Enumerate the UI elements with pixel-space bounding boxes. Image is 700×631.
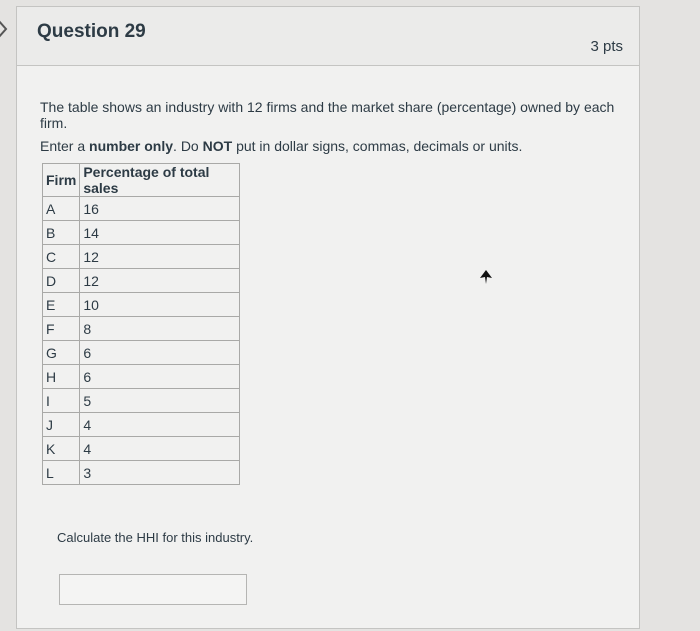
table-row: [43, 341, 240, 365]
firm-cell: J: [43, 413, 80, 437]
question-prompt: The table shows an industry with 12 firms and the market share (percentage) owned by each firm.: [40, 99, 615, 131]
percentage-cell: 4: [80, 413, 240, 437]
table-row: [43, 317, 240, 341]
collapse-arrow-icon[interactable]: [0, 18, 10, 40]
table-row: [43, 221, 240, 245]
percentage-cell: 14: [80, 221, 240, 245]
table-row: [43, 197, 240, 221]
firm-cell: C: [43, 245, 80, 269]
percentage-cell: 16: [80, 197, 240, 221]
percentage-cell: 4: [80, 437, 240, 461]
question-card: [16, 6, 640, 629]
firm-cell: H: [43, 365, 80, 389]
percentage-cell: 8: [80, 317, 240, 341]
market-share-table: [42, 163, 240, 485]
firm-cell: D: [43, 269, 80, 293]
table-row: [43, 269, 240, 293]
answer-input[interactable]: [59, 574, 247, 605]
firm-cell: L: [43, 461, 80, 485]
firm-cell: G: [43, 341, 80, 365]
table-header-row: [43, 164, 240, 197]
percentage-cell: 6: [80, 341, 240, 365]
percentage-cell: 5: [80, 389, 240, 413]
firm-cell: E: [43, 293, 80, 317]
table-row: [43, 293, 240, 317]
percentage-cell: 12: [80, 269, 240, 293]
question-points: 3 pts: [590, 38, 623, 55]
table-row: [43, 461, 240, 485]
firm-cell: K: [43, 437, 80, 461]
table-row: [43, 413, 240, 437]
percentage-cell: 12: [80, 245, 240, 269]
percentage-cell: 6: [80, 365, 240, 389]
table-row: [43, 245, 240, 269]
firm-cell: F: [43, 317, 80, 341]
mouse-cursor-icon: [480, 270, 492, 284]
question-title: Question 29: [37, 21, 146, 42]
table-row: [43, 365, 240, 389]
firm-cell: I: [43, 389, 80, 413]
question-header: [17, 7, 639, 66]
column-header-percentage: Percentage of total sales: [80, 164, 240, 197]
percentage-cell: 10: [80, 293, 240, 317]
table-row: [43, 389, 240, 413]
instructions: Enter a number only. Do NOT put in dollar signs, commas, decimals or units.: [40, 138, 523, 154]
table-row: [43, 437, 240, 461]
column-header-firm: Firm: [43, 164, 80, 197]
calculation-prompt: Calculate the HHI for this industry.: [57, 530, 254, 545]
firm-cell: A: [43, 197, 80, 221]
percentage-cell: 3: [80, 461, 240, 485]
firm-cell: B: [43, 221, 80, 245]
